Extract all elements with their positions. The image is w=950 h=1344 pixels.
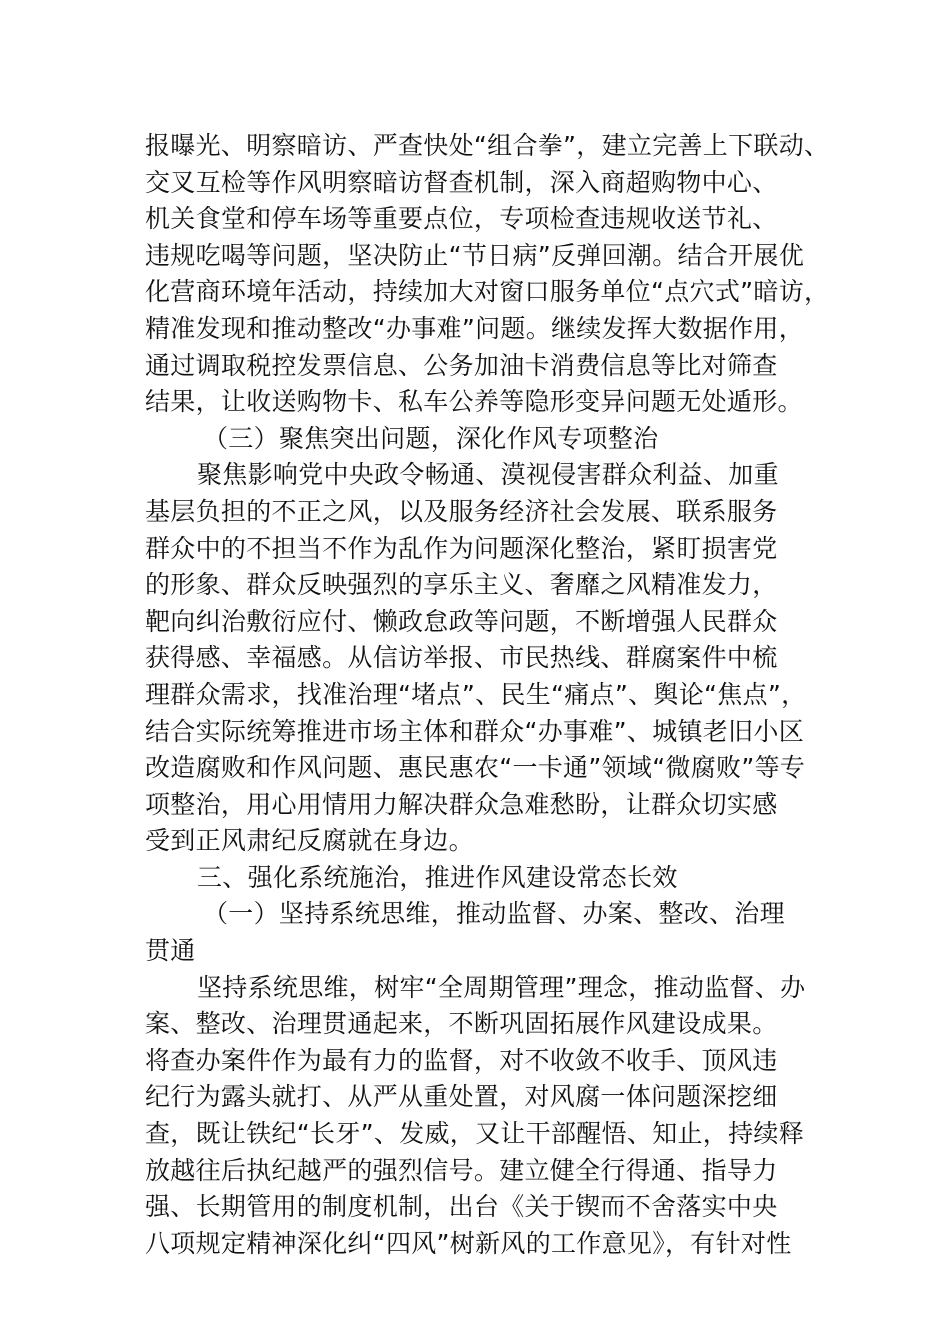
text-line: 结果，让收送购物卡、私车公养等隐形变异问题无处遁形。 [145, 387, 803, 417]
text-line: 靶向纠治敷衍应付、懒政怠政等问题，不断增强人民群众 [145, 606, 778, 636]
text-line: 理群众需求，找准治理“堵点”、民生“痛点”、舆论“焦点”， [145, 679, 807, 709]
paragraph-start-line: 聚焦影响党中央政令畅通、漠视侵害群众利益、加重 [197, 460, 779, 490]
document-page [145, 128, 835, 1262]
text-line: 报曝光、明察暗访、严查快处“组合拳”，建立完善上下联动、 [145, 131, 830, 160]
text-line: 纪行为露头就打、从严从重处置，对风腐一体问题深挖细 [145, 1082, 778, 1112]
subsection-heading-continued: 贯通 [145, 936, 196, 966]
text-line: 强、长期管用的制度机制，出台《关于锲而不舍落实中央 [145, 1192, 778, 1222]
text-line: 获得感、幸福感。从信访举报、市民热线、群腐案件中梳 [145, 643, 778, 673]
text-line: 放越往后执纪越严的强烈信号。建立健全行得通、指导力 [145, 1155, 778, 1185]
text-line: 通过调取税控发票信息、公务加油卡消费信息等比对筛查 [145, 350, 778, 380]
text-line: 案、整改、治理贯通起来，不断巩固拓展作风建设成果。 [145, 1009, 778, 1039]
subsection-heading: （三）聚焦突出问题，深化作风专项整治 [203, 423, 659, 453]
text-line: 受到正风肃纪反腐就在身边。 [145, 826, 474, 856]
text-line: 将查办案件作为最有力的监督，对不收敛不收手、顶风违 [145, 1045, 778, 1075]
text-line: 查，既让铁纪“长牙”、发威，又让干部醒悟、知止，持续释 [145, 1119, 805, 1149]
text-line: 基层负担的不正之风，以及服务经济社会发展、联系服务 [145, 496, 778, 526]
text-line: 化营商环境年活动，持续加大对窗口服务单位“点穴式”暗访， [145, 277, 830, 307]
text-line: 改造腐败和作风问题、惠民惠农“一卡通”领域“微腐败”等专 [145, 753, 806, 783]
text-line: 群众中的不担当不作为乱作为问题深化整治，紧盯损害党 [145, 533, 778, 563]
text-line: 违规吃喝等问题，坚决防止“节日病”反弹回潮。结合开展优 [145, 240, 805, 270]
text-line: 项整治，用心用情用力解决群众急难愁盼，让群众切实感 [145, 789, 778, 819]
text-line: 交叉互检等作风明察暗访督查机制，深入商超购物中心、 [145, 167, 778, 197]
paragraph-start-line: 坚持系统思维，树牢“全周期管理”理念，推动监督、办 [197, 972, 806, 1002]
text-line: 的形象、群众反映强烈的享乐主义、奢靡之风精准发力， [145, 570, 778, 600]
text-line: 结合实际统筹推进市场主体和群众“办事难”、城镇老旧小区 [145, 716, 805, 746]
subsection-heading: （一）坚持系统思维，推动监督、办案、整改、治理 [203, 899, 785, 929]
section-heading: 三、强化系统施治，推进作风建设常态长效 [197, 862, 678, 892]
text-line: 精准发现和推动整改“办事难”问题。继续发挥大数据作用， [145, 313, 805, 343]
text-line: 机关食堂和停车场等重要点位，专项检查违规收送节礼、 [145, 204, 778, 234]
text-line: 八项规定精神深化纠“四风”树新风的工作意见》，有针对性 [145, 1228, 792, 1258]
